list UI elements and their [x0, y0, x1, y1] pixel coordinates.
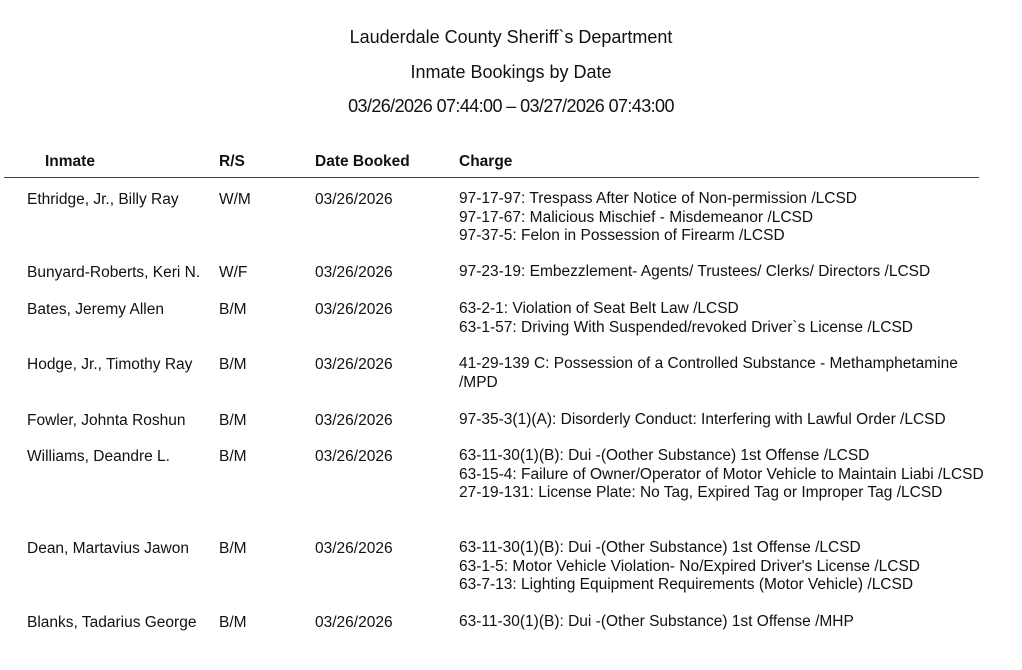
- charge-item: 63-11-30(1)(B): Dui -(Other Substance) 1st Offense /MHP: [459, 613, 854, 630]
- inmate-name: Ethridge, Jr., Billy Ray: [27, 191, 179, 208]
- race-sex: B/M: [219, 412, 247, 429]
- charge-item: 63-2-1: Violation of Seat Belt Law /LCSD: [459, 300, 739, 317]
- inmate-name: Bates, Jeremy Allen: [27, 301, 164, 318]
- charge-item: 97-17-67: Malicious Mischief - Misdemeanor /LCSD: [459, 208, 814, 226]
- inmate-name: Fowler, Johnta Roshun: [27, 412, 186, 429]
- charge-item: 27-19-131: License Plate: No Tag, Expired Tag or Improper Tag /LCSD: [459, 484, 943, 501]
- charge-item: 97-17-97: Trespass After Notice of Non-permission /LCSD: [459, 190, 858, 207]
- charge-list: [459, 447, 984, 503]
- column-header-date-booked: Date Booked: [315, 153, 410, 170]
- report-date-range: 03/26/2026 07:44:00 – 03/27/2026 07:43:00: [348, 96, 674, 116]
- race-sex: W/F: [219, 264, 248, 281]
- date-booked: 03/26/2026: [315, 540, 393, 557]
- charge-item: 97-35-3(1)(A): Disorderly Conduct: Interfering with Lawful Order /LCSD: [459, 411, 946, 428]
- inmate-name: Dean, Martavius Jawon: [27, 540, 189, 557]
- date-booked: 03/26/2026: [315, 448, 393, 465]
- date-booked: 03/26/2026: [315, 356, 393, 373]
- inmate-name: Hodge, Jr., Timothy Ray: [27, 356, 193, 373]
- charge-item: 63-11-30(1)(B): Dui -(Other Substance) 1st Offense /LCSD: [459, 539, 861, 556]
- charge-list: [459, 263, 984, 282]
- date-booked: 03/26/2026: [315, 614, 393, 631]
- charge-list: [459, 300, 984, 337]
- charge-item: 63-7-13: Lighting Equipment Requirements (Motor Vehicle) /LCSD: [459, 576, 914, 593]
- charge-item: 63-15-4: Failure of Owner/Operator of Motor Vehicle to Maintain Liabi /LCSD: [459, 465, 984, 483]
- date-booked: 03/26/2026: [315, 264, 393, 281]
- race-sex: B/M: [219, 614, 247, 631]
- inmate-name: Bunyard-Roberts, Keri N.: [27, 264, 201, 281]
- charge-item: 63-1-57: Driving With Suspended/revoked Driver`s License /LCSD: [459, 318, 914, 336]
- charge-item: 63-1-5: Motor Vehicle Violation- No/Expired Driver's License /LCSD: [459, 557, 920, 575]
- inmate-name: Blanks, Tadarius George: [27, 614, 197, 631]
- charge-list: [459, 355, 984, 392]
- charge-list: [459, 190, 984, 246]
- race-sex: W/M: [219, 191, 251, 208]
- column-header-inmate: Inmate: [45, 153, 95, 170]
- race-sex: B/M: [219, 356, 247, 373]
- charge-item: 63-11-30(1)(B): Dui -(Oother Substance) 1st Offense /LCSD: [459, 447, 870, 464]
- race-sex: B/M: [219, 448, 247, 465]
- race-sex: B/M: [219, 540, 247, 557]
- report-title: Inmate Bookings by Date: [410, 62, 612, 82]
- column-header-rs: R/S: [219, 153, 245, 170]
- column-header-charge: Charge: [459, 153, 513, 170]
- report-agency: Lauderdale County Sheriff`s Department: [349, 27, 673, 47]
- race-sex: B/M: [219, 301, 247, 318]
- charge-list: [459, 539, 984, 595]
- charge-item: 97-37-5: Felon in Possession of Firearm /LCSD: [459, 227, 785, 244]
- charge-list: [459, 411, 984, 430]
- inmate-name: Williams, Deandre L.: [27, 448, 170, 465]
- date-booked: 03/26/2026: [315, 301, 393, 318]
- charge-item: 97-23-19: Embezzlement- Agents/ Trustees/ Clerks/ Directors /LCSD: [459, 263, 931, 280]
- charge-item: 41-29-139 C: Possession of a Controlled Substance - Methamphetamine /MPD: [459, 355, 958, 391]
- charge-list: [459, 613, 984, 632]
- date-booked: 03/26/2026: [315, 412, 393, 429]
- date-booked: 03/26/2026: [315, 191, 393, 208]
